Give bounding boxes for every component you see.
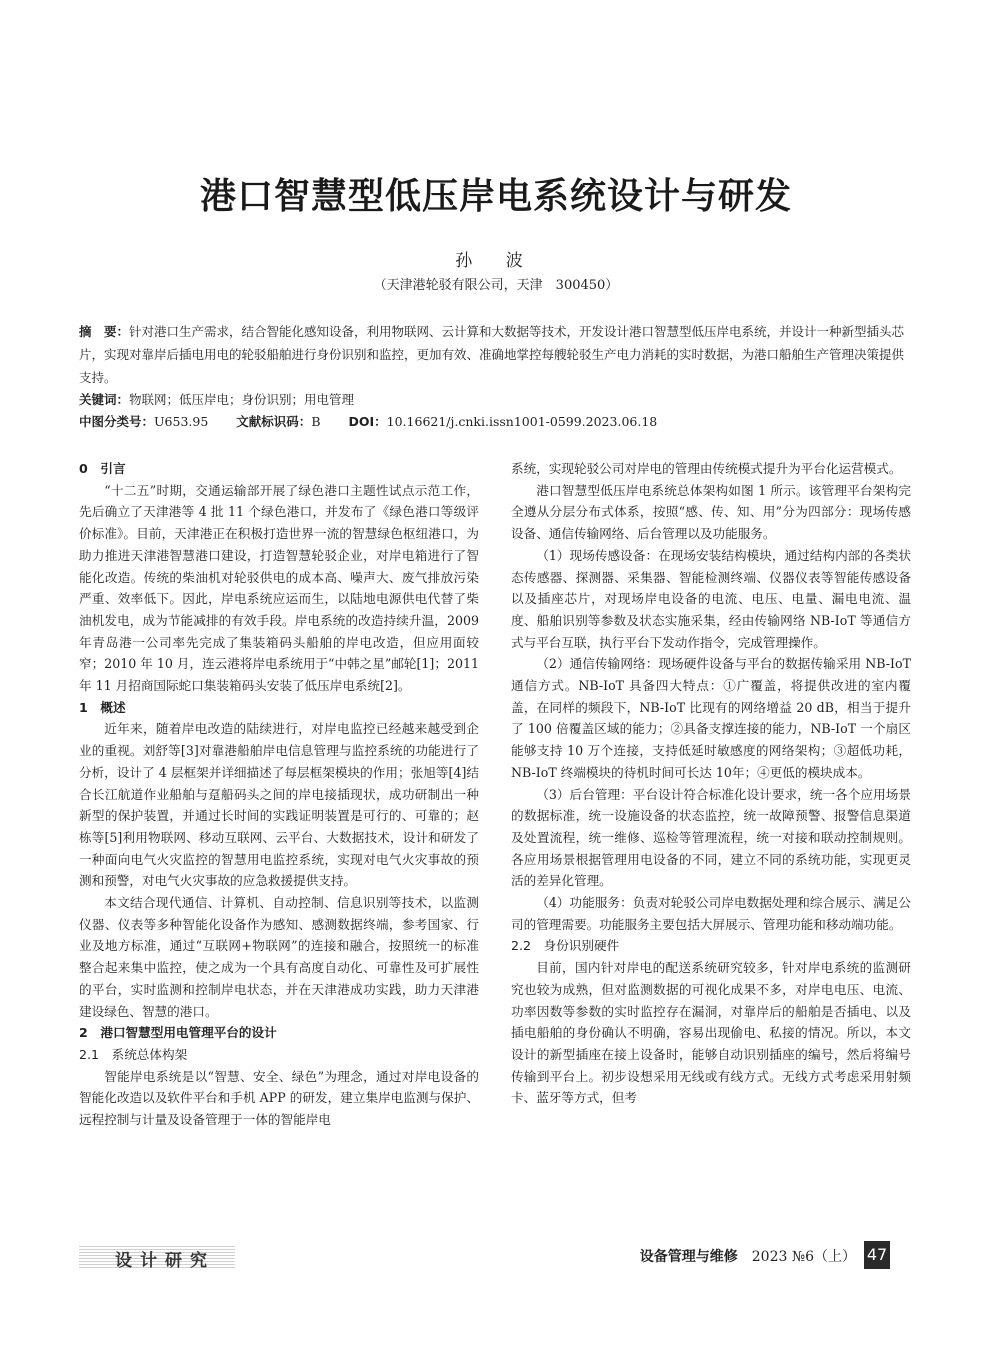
section-heading-design: 2 港口智慧型用电管理平台的设计 (79, 1025, 277, 1041)
section-heading-intro: 0 引言 (79, 461, 126, 476)
paragraph: 港口智慧型低压岸电系统总体架构如图 1 所示。该管理平台架构完全遵从分层分布式体系，按照“感、传、知、用”分为四部分：现场传感设备、通信传输网络、后台管理以及功能服务。 (511, 482, 911, 542)
classification-line (79, 411, 915, 433)
paragraph: （2）通信传输网络：现场硬件设备与平台的数据传输采用 NB-IoT 通信方式。NB-IoT 具备四大特点：①广覆盖，将提供改进的室内覆盖，在同样的频段下，NB-IoT 比现有的网络增益 20 dB，相当于提升了 100 倍覆盖区域的能力；②具备支撑连接的能力，NB-IoT 一个扇区能够支持 10 万个连接，支持低延时敏感度的网络架构；③超低功耗，NB-IoT 终端模块的待机时间可长达 10年；④更低的模块成本。 (511, 656, 911, 780)
paragraph: 近年来，随着岸电改造的陆续进行，对岸电监控已经越来越受到企业的重视。刘舒等[3]对靠港船舶岸电信息管理与监控系统的功能进行了分析，设计了 4 层框架并详细描述了每层框架模块的作用；张旭等[4]结合长江航道作业船舶与趸船码头之间的岸电接插现状，成功研制出一种新型的保护装置，并通过长时间的实践证明装置是可行的、可靠的；赵栋等[5]利用物联网、移动互联网、云平台、大数据技术，设计和研发了一种面向电气火灾监控的智慧用电监控系统，实现对电气火灾事故的预测和预警，对电气火灾事故的应急救援提供支持。 (79, 721, 479, 889)
author-affiliation: （天津港轮驳有限公司，天津 300450） (373, 278, 619, 293)
doccode-label: 文献标识码： (236, 414, 312, 429)
doi-value[interactable]: 10.16621/j.cnki.issn1001-0599.2023.06.18 (386, 414, 658, 429)
doccode-value: B (311, 414, 321, 429)
journal-name: 设备管理与维修 (639, 1249, 738, 1265)
paragraph: （3）后台管理：平台设计符合标准化设计要求，统一各个应用场景的数据标准，统一设施设备的状态监控，统一故障预警、报警信息渠道及处置流程，统一维修、巡检等管理流程，统一对接和联动控制规则。各应用场景根据管理用电设备的不同，建立不同的系统功能，实现更灵活的差异化管理。 (511, 786, 911, 889)
journal-issue: 2023 №6（上） (751, 1249, 856, 1265)
footer-journal-info (640, 1246, 856, 1266)
paper-title: 港口智慧型低压岸电系统设计与研发 (199, 176, 792, 217)
abstract-block (79, 320, 915, 433)
footer-section-label: 设计研究 (115, 1251, 215, 1271)
author-name: 孙 波 (455, 251, 537, 271)
paragraph: （1）现场传感设备：在现场安装结构模块，通过结构内部的各类状态传感器、探测器、采集器、智能检测终端、仪器仪表等智能传感设备以及插座芯片，对现场岸电设备的电流、电压、电量、漏电电流、温度、船舶识别等参数及状态实施采集，经由传输网络 NB-IoT 等通信方式与平台互联，执行平台下发动作指令，完成管理操作。 (511, 547, 911, 650)
keywords-text: 物联网；低压岸电；身份识别；用电管理 (129, 392, 355, 407)
keywords-line (79, 389, 915, 411)
clc-label: 中图分类号： (79, 414, 155, 429)
abstract-label: 摘 要： (79, 324, 130, 339)
paragraph: 本文结合现代通信、计算机、自动控制、信息识别等技术，以监测仪器、仪表等多种智能化设备作为感知、感测数据终端，参考国家、行业及地方标准，通过“互联网+物联网”的连接和融合，按照统一的标准整合起来集中监控，使之成为一个具有高度自动化、可靠性及可扩展性的平台，实时监测和控制岸电状态，并在天津港成功实践，助力天津港建设绿色、智慧的港口。 (79, 895, 479, 1019)
paragraph: 目前，国内针对岸电的配送系统研究较多，针对岸电系统的监测研究也较为成熟，但对监测数据的可视化成果不多，对岸电电压、电流、功率因数等参数的实时监控存在漏洞，对靠岸后的船舶是否插电、以及插电船舶的身份确认不明确，容易出现偷电、私接的情况。所以，本文设计的新型插座在接上设备时，能够自动识别插座的编号，然后将编号传输到平台上。初步设想采用无线或有线方式。无线方式考虑采用射频卡、蓝牙等方式，但考 (511, 960, 911, 1106)
paragraph: 智能岸电系统是以“智慧、安全、绿色”为理念，通过对岸电设备的智能化改造以及软件平台和手机 APP 的研发，建立集岸电监测与保护、远程控制与计量及设备管理于一体的智能岸电 (79, 1068, 479, 1128)
paragraph: （4）功能服务：负责对轮驳公司岸电数据处理和综合展示、满足公司的管理需要。功能服务主要包括大屏展示、管理功能和移动端功能。 (511, 895, 911, 932)
section-heading-overview: 1 概述 (79, 699, 126, 715)
abstract-text: 针对港口生产需求，结合智能化感知设备，利用物联网、云计算和大数据等技术，开发设计港口智慧型低压岸电系统，并设计一种新型插头芯片，实现对靠岸后插电用电的轮驳船舶进行身份识别和监控，更加有效、准确地掌控每艘轮驳生产电力消耗的实时数据，为港口船舶生产管理决策提供支持。 (79, 324, 905, 385)
keywords-label: 关键词： (79, 392, 130, 407)
subsection-heading-architecture: 2.1 系统总体构架 (79, 1046, 188, 1062)
left-column (79, 458, 479, 1131)
clc-value: U653.95 (154, 414, 209, 429)
subsection-heading-identity-hardware: 2.2 身份识别硬件 (511, 938, 620, 954)
right-column (511, 458, 911, 1109)
paragraph: “十二五”时期，交通运输部开展了绿色港口主题性试点示范工作，先后确立了天津港等 4 批 11 个绿色港口，并发布了《绿色港口等级评价标准》。目前，天津港正在积极打造世界一流的智慧绿色枢纽港口，为助力推进天津港智慧港口建设，打造智慧轮驳企业，对岸电箱进行了智能化改造。传统的柴油机对轮驳供电的成本高、噪声大、废气排放污染严重、效率低下。因此，岸电系统应运而生，以陆地电源供电代替了柴油机发电，成为节能减排的有效手段。岸电系统的改造持续升温，2009 年青岛港一公司率先完成了集装箱码头船舶的岸电改造，但应用面较窄；2010 年 10 月，连云港将岸电系统用于“中韩之星”邮轮[1]；2011 年 11 月招商国际蛇口集装箱码头安装了低压岸电系统[2]。 (79, 482, 479, 694)
paragraph-continued: 系统，实现轮驳公司对岸电的管理由传统模式提升为平台化运营模式。 (511, 461, 902, 476)
abstract (79, 320, 915, 389)
doi-label: DOI： (348, 414, 387, 429)
page-number: 47 (864, 1241, 890, 1269)
footer-section-band (79, 1246, 235, 1271)
